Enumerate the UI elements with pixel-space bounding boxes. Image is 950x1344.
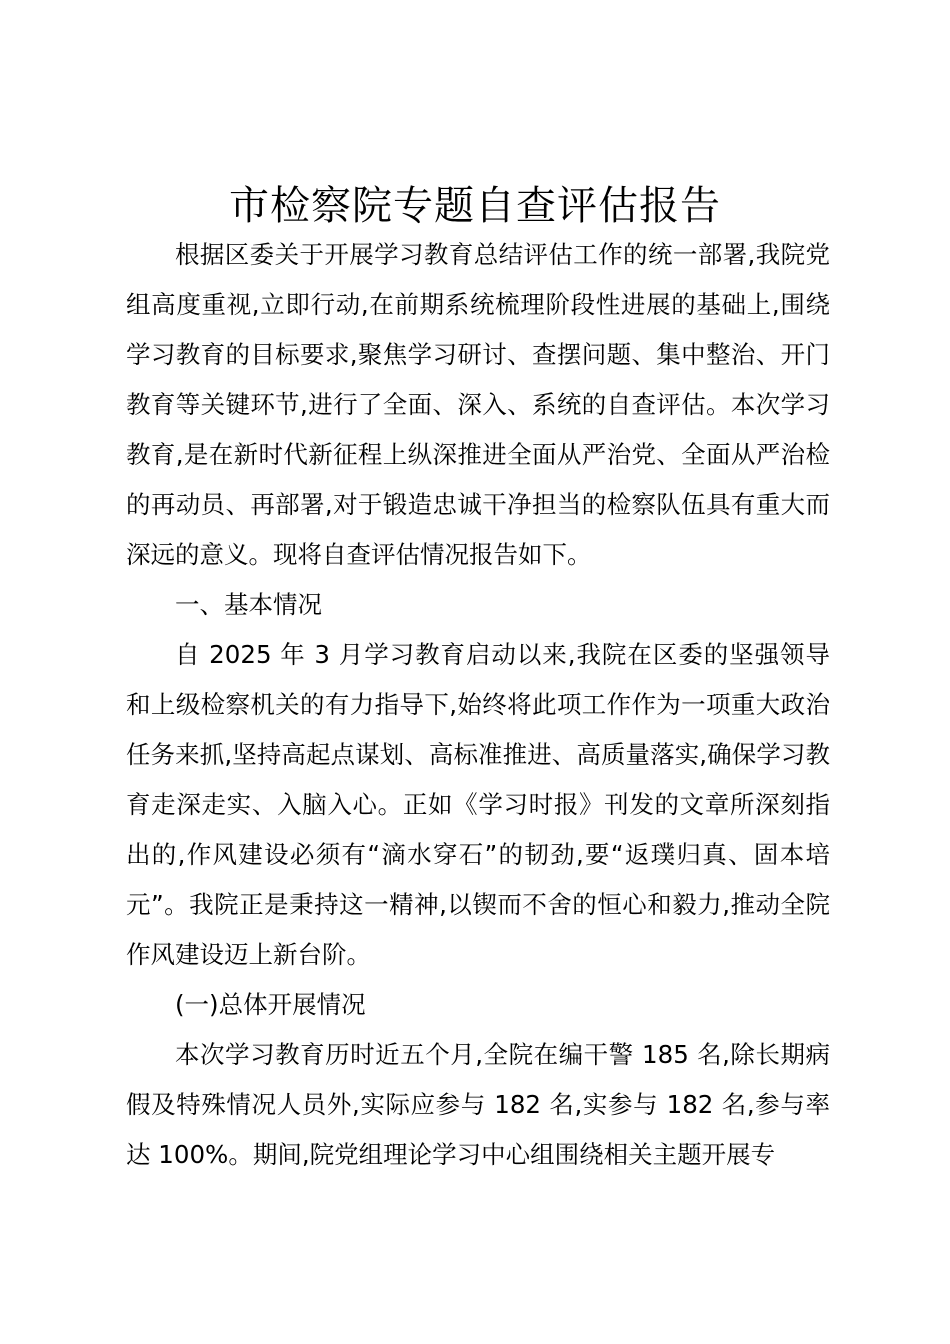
intro-paragraph: 根据区委关于开展学习教育总结评估工作的统一部署,我院党组高度重视,立即行动,在前期系统梳理阶段性进展的基础上,围绕学习教育的目标要求,聚焦学习研讨、查摆问题、集中整治、开门教育等关键环节,进行了全面、深入、系统的自查评估。本次学习教育,是在新时代新征程上纵深推进全面从严治党、全面从严治检的再动员、再部署,对于锻造忠诚干净担当的检察队伍具有重大而深远的意义。现将自查评估情况报告如下。	[126, 240, 830, 569]
section-heading-basic: 一、基本情况	[175, 590, 322, 619]
basic-situation-paragraph: 自 2025 年 3 月学习教育启动以来,我院在区委的坚强领导和上级检察机关的有力指导下,始终将此项工作作为一项重大政治任务来抓,坚持高起点谋划、高标准推进、高质量落实,确保学习教育走深走实、入脑入心。正如《学习时报》刊发的文章所深刻指出的,作风建设必须有“滴水穿石”的韧劲,要“返璞归真、固本培元”。我院正是秉持这一精神,以锲而不舍的恒心和毅力,推动全院作风建设迈上新台阶。	[126, 640, 830, 969]
overall-paragraph: 本次学习教育历时近五个月,全院在编干警 185 名,除长期病假及特殊情况人员外,实际应参与 182 名,实参与 182 名,参与率达 100%。期间,院党组理论学习中心组围绕相关主题开展专	[126, 1040, 830, 1169]
document-body	[126, 230, 830, 1180]
subsection-heading-overall: (一)总体开展情况	[175, 990, 366, 1019]
document-title: 市检察院专题自查评估报告	[229, 183, 721, 229]
